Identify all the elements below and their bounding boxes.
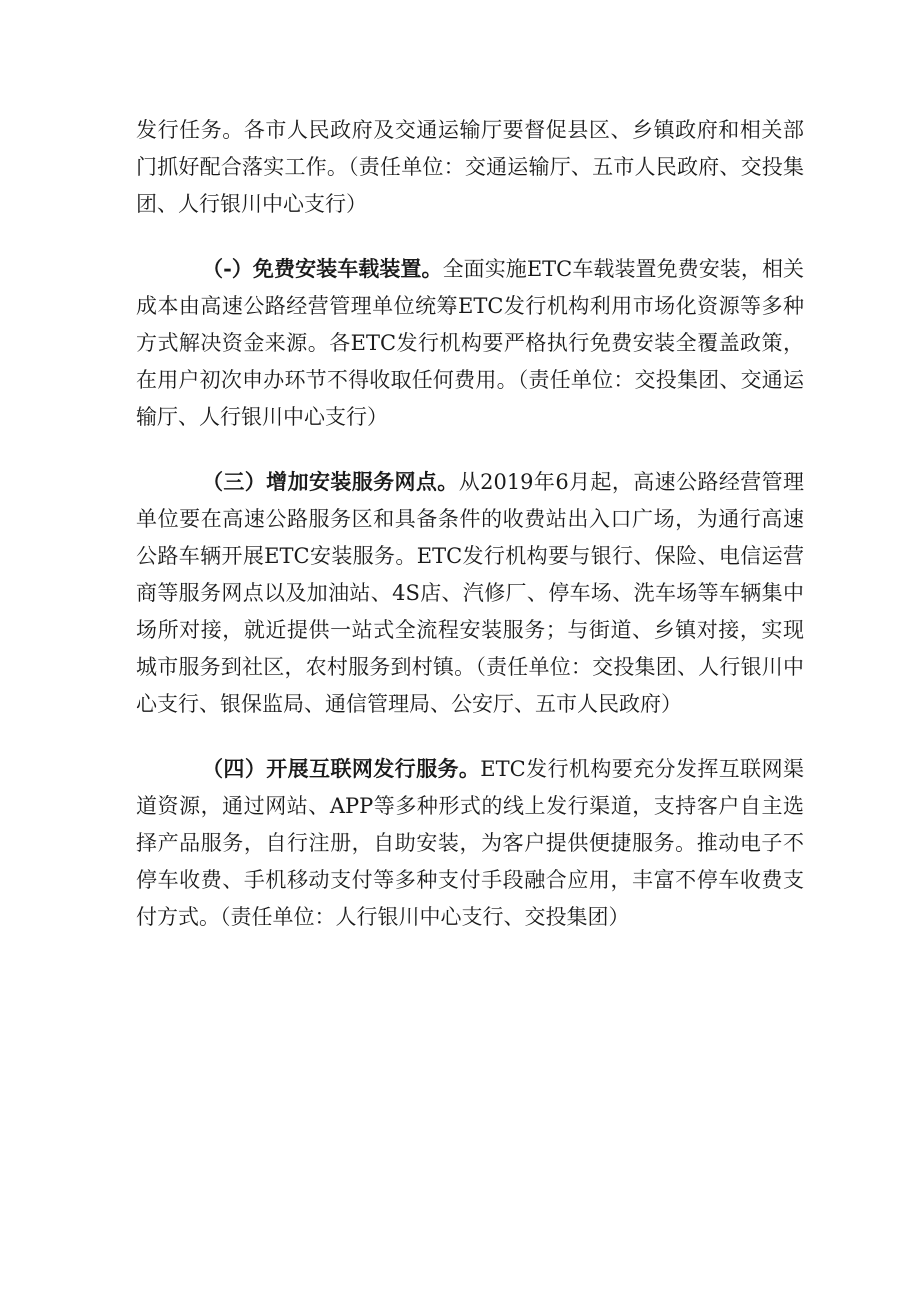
paragraph-text: 发行任务。各市人民政府及交通运输厅要督促县区、乡镇政府和相关部门抓好配合落实工作。（责任单位：交通运输厅、五市人民政府、交投集团、人行银川中心支行） bbox=[136, 118, 804, 216]
paragraph-text: ETC发行机构要充分发挥互联网渠道资源，通过网站、APP等多种形式的线上发行渠道，支持客户自主选择产品服务，自行注册，自助安装，为客户提供便捷服务。推动电子不停车收费、手机移动支付等多种支付手段融合应用，丰富不停车收费支付方式。（责任单位：人行银川中心支行、交投集团） bbox=[136, 757, 804, 929]
paragraph-heading: （-）免费安装车载装置。 bbox=[202, 256, 443, 281]
paragraph-free-installation bbox=[136, 250, 804, 436]
paragraph-internet-issuance bbox=[136, 750, 804, 936]
paragraph-heading: （四）开展互联网发行服务。 bbox=[202, 756, 481, 781]
paragraph-text: 从2019年6月起，高速公路经营管理单位要在高速公路服务区和具备条件的收费站出入口广场，为通行高速公路车辆开展ETC安装服务。ETC发行机构要与银行、保险、电信运营商等服务网点以及加油站、4S店、汽修厂、停车场、洗车场等车辆集中场所对接，就近提供一站式全流程安装服务；与街道、乡镇对接，实现城市服务到社区，农村服务到村镇。（责任单位：交投集团、人行银川中心支行、银保监局、通信管理局、公安厅、五市人民政府） bbox=[136, 470, 804, 716]
paragraph-continuation bbox=[136, 112, 804, 223]
paragraph-heading: （三）增加安装服务网点。 bbox=[202, 469, 459, 494]
paragraph-service-outlets bbox=[136, 463, 804, 723]
document-body bbox=[136, 112, 804, 936]
paragraph-text: 全面实施ETC车载装置免费安装，相关成本由高速公路经营管理单位统筹ETC发行机构利用市场化资源等多种方式解决资金来源。各ETC发行机构要严格执行免费安装全覆盖政策，在用户初次申办环节不得收取任何费用。（责任单位：交投集团、交通运输厅、人行银川中心支行） bbox=[136, 257, 805, 429]
